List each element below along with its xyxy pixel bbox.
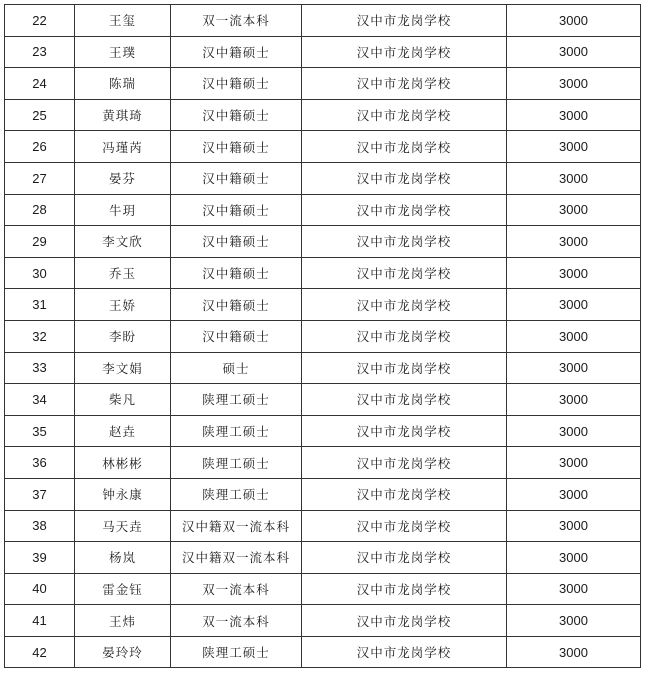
category-cell: 陕理工硕士 xyxy=(171,447,302,479)
name-cell: 陈瑞 xyxy=(75,68,171,100)
category-cell: 汉中籍硕士 xyxy=(171,99,302,131)
row-number-cell: 28 xyxy=(5,194,75,226)
amount-cell: 3000 xyxy=(507,194,641,226)
name-cell: 王璞 xyxy=(75,36,171,68)
school-cell: 汉中市龙岗学校 xyxy=(302,5,507,37)
name-cell: 雷金钰 xyxy=(75,573,171,605)
table-row xyxy=(5,5,641,37)
table-row xyxy=(5,352,641,384)
amount-cell: 3000 xyxy=(507,636,641,668)
category-cell: 陕理工硕士 xyxy=(171,478,302,510)
name-cell: 牛玥 xyxy=(75,194,171,226)
name-cell: 晏芬 xyxy=(75,162,171,194)
row-number-cell: 35 xyxy=(5,415,75,447)
name-cell: 赵垚 xyxy=(75,415,171,447)
amount-cell: 3000 xyxy=(507,447,641,479)
school-cell: 汉中市龙岗学校 xyxy=(302,99,507,131)
amount-cell: 3000 xyxy=(507,289,641,321)
table-row xyxy=(5,320,641,352)
table-row xyxy=(5,542,641,574)
category-cell: 汉中籍双一流本科 xyxy=(171,542,302,574)
row-number-cell: 42 xyxy=(5,636,75,668)
school-cell: 汉中市龙岗学校 xyxy=(302,510,507,542)
row-number-cell: 38 xyxy=(5,510,75,542)
category-cell: 陕理工硕士 xyxy=(171,636,302,668)
school-cell: 汉中市龙岗学校 xyxy=(302,36,507,68)
category-cell: 双一流本科 xyxy=(171,605,302,637)
row-number-cell: 37 xyxy=(5,478,75,510)
name-cell: 李盼 xyxy=(75,320,171,352)
name-cell: 柴凡 xyxy=(75,384,171,416)
table-row xyxy=(5,636,641,668)
school-cell: 汉中市龙岗学校 xyxy=(302,415,507,447)
school-cell: 汉中市龙岗学校 xyxy=(302,226,507,258)
category-cell: 汉中籍硕士 xyxy=(171,194,302,226)
amount-cell: 3000 xyxy=(507,131,641,163)
name-cell: 杨岚 xyxy=(75,542,171,574)
amount-cell: 3000 xyxy=(507,415,641,447)
school-cell: 汉中市龙岗学校 xyxy=(302,542,507,574)
row-number-cell: 34 xyxy=(5,384,75,416)
name-cell: 林彬彬 xyxy=(75,447,171,479)
table-row xyxy=(5,573,641,605)
name-cell: 王玺 xyxy=(75,5,171,37)
table-row xyxy=(5,415,641,447)
table-row xyxy=(5,447,641,479)
table-row xyxy=(5,68,641,100)
amount-cell: 3000 xyxy=(507,5,641,37)
table-row xyxy=(5,384,641,416)
amount-cell: 3000 xyxy=(507,384,641,416)
amount-cell: 3000 xyxy=(507,478,641,510)
amount-cell: 3000 xyxy=(507,605,641,637)
row-number-cell: 39 xyxy=(5,542,75,574)
school-cell: 汉中市龙岗学校 xyxy=(302,352,507,384)
school-cell: 汉中市龙岗学校 xyxy=(302,384,507,416)
category-cell: 汉中籍硕士 xyxy=(171,131,302,163)
row-number-cell: 29 xyxy=(5,226,75,258)
school-cell: 汉中市龙岗学校 xyxy=(302,605,507,637)
name-cell: 乔玉 xyxy=(75,257,171,289)
row-number-cell: 36 xyxy=(5,447,75,479)
school-cell: 汉中市龙岗学校 xyxy=(302,573,507,605)
row-number-cell: 22 xyxy=(5,5,75,37)
document-page xyxy=(4,4,640,668)
row-number-cell: 27 xyxy=(5,162,75,194)
table-row xyxy=(5,162,641,194)
category-cell: 硕士 xyxy=(171,352,302,384)
school-cell: 汉中市龙岗学校 xyxy=(302,257,507,289)
amount-cell: 3000 xyxy=(507,542,641,574)
amount-cell: 3000 xyxy=(507,99,641,131)
school-cell: 汉中市龙岗学校 xyxy=(302,162,507,194)
row-number-cell: 25 xyxy=(5,99,75,131)
school-cell: 汉中市龙岗学校 xyxy=(302,131,507,163)
category-cell: 汉中籍硕士 xyxy=(171,162,302,194)
amount-cell: 3000 xyxy=(507,257,641,289)
amount-cell: 3000 xyxy=(507,68,641,100)
table-row xyxy=(5,257,641,289)
amount-cell: 3000 xyxy=(507,226,641,258)
amount-cell: 3000 xyxy=(507,36,641,68)
name-cell: 王炜 xyxy=(75,605,171,637)
category-cell: 汉中籍硕士 xyxy=(171,68,302,100)
category-cell: 汉中籍硕士 xyxy=(171,226,302,258)
row-number-cell: 24 xyxy=(5,68,75,100)
name-cell: 冯瑾芮 xyxy=(75,131,171,163)
amount-cell: 3000 xyxy=(507,573,641,605)
category-cell: 陕理工硕士 xyxy=(171,384,302,416)
category-cell: 汉中籍硕士 xyxy=(171,320,302,352)
category-cell: 双一流本科 xyxy=(171,5,302,37)
amount-cell: 3000 xyxy=(507,320,641,352)
name-cell: 晏玲玲 xyxy=(75,636,171,668)
row-number-cell: 26 xyxy=(5,131,75,163)
school-cell: 汉中市龙岗学校 xyxy=(302,289,507,321)
table-row xyxy=(5,131,641,163)
row-number-cell: 32 xyxy=(5,320,75,352)
row-number-cell: 33 xyxy=(5,352,75,384)
roster-table-body xyxy=(5,5,641,668)
school-cell: 汉中市龙岗学校 xyxy=(302,636,507,668)
name-cell: 李文娟 xyxy=(75,352,171,384)
school-cell: 汉中市龙岗学校 xyxy=(302,194,507,226)
roster-table xyxy=(4,4,641,668)
name-cell: 王娇 xyxy=(75,289,171,321)
row-number-cell: 23 xyxy=(5,36,75,68)
amount-cell: 3000 xyxy=(507,352,641,384)
table-row xyxy=(5,194,641,226)
table-row xyxy=(5,510,641,542)
amount-cell: 3000 xyxy=(507,162,641,194)
category-cell: 汉中籍双一流本科 xyxy=(171,510,302,542)
amount-cell: 3000 xyxy=(507,510,641,542)
table-row xyxy=(5,289,641,321)
category-cell: 陕理工硕士 xyxy=(171,415,302,447)
name-cell: 马天垚 xyxy=(75,510,171,542)
name-cell: 李文欣 xyxy=(75,226,171,258)
school-cell: 汉中市龙岗学校 xyxy=(302,447,507,479)
category-cell: 汉中籍硕士 xyxy=(171,36,302,68)
school-cell: 汉中市龙岗学校 xyxy=(302,478,507,510)
category-cell: 汉中籍硕士 xyxy=(171,289,302,321)
name-cell: 黄琪琦 xyxy=(75,99,171,131)
row-number-cell: 31 xyxy=(5,289,75,321)
table-row xyxy=(5,99,641,131)
row-number-cell: 40 xyxy=(5,573,75,605)
table-row xyxy=(5,478,641,510)
name-cell: 钟永康 xyxy=(75,478,171,510)
table-row xyxy=(5,605,641,637)
table-row xyxy=(5,226,641,258)
category-cell: 双一流本科 xyxy=(171,573,302,605)
category-cell: 汉中籍硕士 xyxy=(171,257,302,289)
row-number-cell: 30 xyxy=(5,257,75,289)
table-row xyxy=(5,36,641,68)
school-cell: 汉中市龙岗学校 xyxy=(302,68,507,100)
row-number-cell: 41 xyxy=(5,605,75,637)
school-cell: 汉中市龙岗学校 xyxy=(302,320,507,352)
